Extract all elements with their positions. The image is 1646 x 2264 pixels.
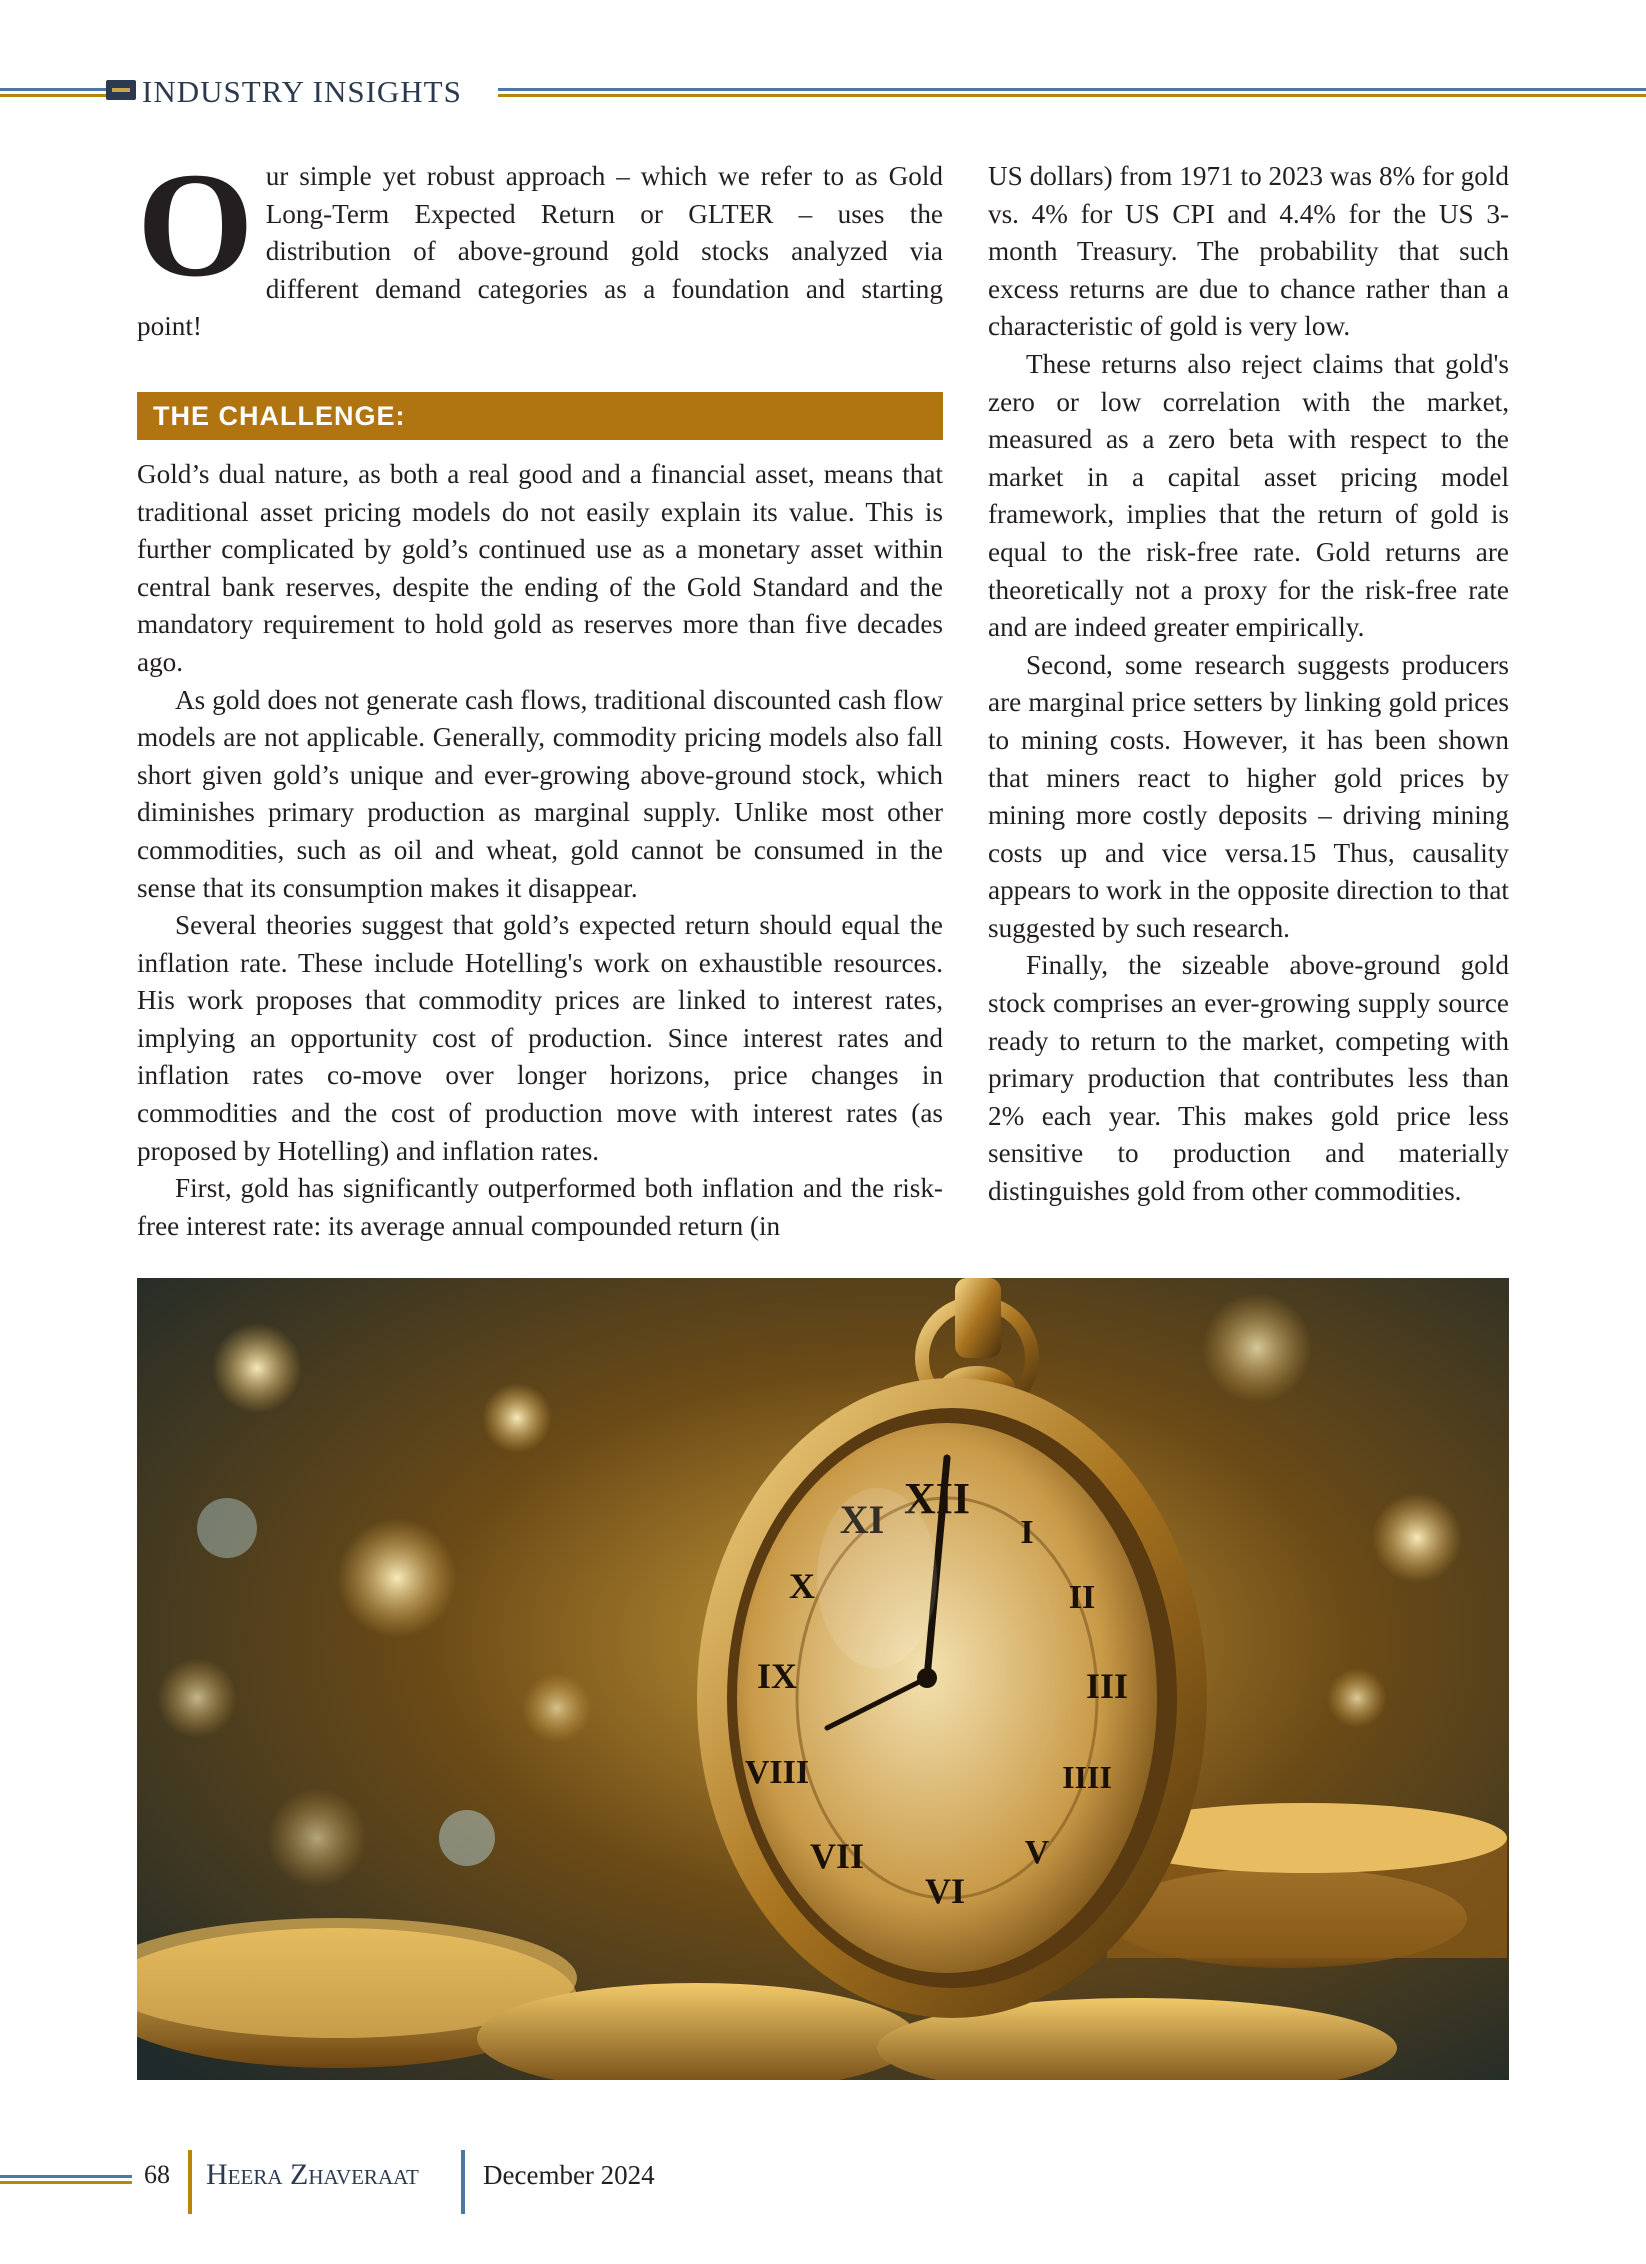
- intro-paragraph: [137, 142, 943, 346]
- clock-numeral: II: [1068, 1579, 1096, 1616]
- paragraph: US dollars) from 1971 to 2023 was 8% for gold vs. 4% for US CPI and 4.4% for the US 3-month Treasury. The probability that such excess returns are due to chance rather than a characteristic of gold is very low.: [988, 161, 1509, 342]
- article-column-left: [137, 142, 943, 1245]
- clock-numeral: X: [789, 1566, 815, 1606]
- paragraph: These returns also reject claims that gold's zero or low correlation with the market, measured as a zero beta with respect to the market in a capital asset pricing model framework, implies that the return of gold is equal to the risk-free rate. Gold returns are theoretically not a proxy for the risk-free rate and are indeed greater empirically.: [988, 348, 1509, 643]
- challenge-heading: THE CHALLENGE:: [137, 392, 943, 440]
- clock-numeral: VIII: [744, 1754, 810, 1791]
- clock-numeral: VI: [924, 1871, 966, 1911]
- header-rule-gold-left: [0, 94, 110, 97]
- clock-numeral: VII: [809, 1836, 865, 1876]
- dropcap-letter: O: [137, 142, 254, 308]
- clock-numeral: XI: [839, 1497, 885, 1542]
- footer-rule-blue: [0, 2175, 132, 2178]
- page-header: [0, 70, 1646, 110]
- section-title: INDUSTRY INSIGHTS: [142, 74, 462, 109]
- footer-rule-gold: [0, 2181, 132, 2184]
- clock-numeral: IX: [756, 1656, 798, 1696]
- header-rule-blue-right: [498, 88, 1646, 91]
- intro-text: ur simple yet robust approach – which we refer to as Gold Long-Term Expected Return or GLTER – uses the distribution of above-ground gold stocks analyzed via different demand categories as a foundation and starting point!: [137, 161, 943, 342]
- clock-numeral: III: [1085, 1666, 1129, 1706]
- issue-date: December 2024: [483, 2160, 655, 2190]
- paragraph: Second, some research suggests producers are marginal price setters by linking gold prices to mining costs. However, it has been shown that miners react to higher gold prices by mining more costly deposits – driving mining costs up and vice versa.15 Thus, causality appears to work in the opposite direction to that suggested by such research.: [988, 649, 1509, 943]
- paragraph: Gold’s dual nature, as both a real good and a financial asset, means that traditional asset pricing models do not easily explain its value. This is further complicated by gold’s continued use as a monetary asset within central bank reserves, despite the ending of the Gold Standard and the mandatory requirement to hold gold as reserves more than five decades ago.: [137, 458, 943, 677]
- header-rule-gold-right: [498, 94, 1646, 97]
- paragraph: Several theories suggest that gold’s expected return should equal the inflation rate. These include Hotelling's work on exhaustible resources. His work proposes that commodity prices are linked to interest rates, implying an opportunity cost of production. Since interest rates and inflation rates co-move over longer horizons, price changes in commodities and the cost of production move with interest rates (as proposed by Hotelling) and inflation rates.: [137, 910, 943, 1166]
- pocket-watch-illustration: [137, 1278, 1509, 2080]
- article-column-right: [988, 158, 1509, 1211]
- paragraph: First, gold has significantly outperformed both inflation and the risk-free interest rate: its average annual compounded return (in: [137, 1173, 943, 1241]
- clock-numeral: IIII: [1062, 1759, 1112, 1795]
- publication-name: Heera Zhaveraat: [206, 2158, 419, 2191]
- magazine-logo-icon: [106, 80, 136, 100]
- clock-numeral: V: [1024, 1834, 1050, 1871]
- page-number: 68: [144, 2160, 170, 2189]
- clock-numeral: XII: [903, 1474, 971, 1523]
- paragraph: As gold does not generate cash flows, traditional discounted cash flow models are not applicable. Generally, commodity pricing models also fall short given gold’s unique and ever-growing above-ground stock, which diminishes primary production as marginal supply. Unlike most other commodities, such as oil and wheat, gold cannot be consumed in the sense that its consumption makes it disappear.: [137, 684, 943, 903]
- footer-divider-gold: [188, 2150, 192, 2214]
- header-rule-blue-left: [0, 88, 110, 91]
- page-footer: [0, 2150, 1646, 2220]
- gold-pocket-watch-photo: [137, 1278, 1509, 2080]
- paragraph: Finally, the sizeable above-ground gold stock comprises an ever-growing supply source ready to return to the market, competing with primary production that contributes less than 2% each year. This makes gold price less sensitive to production and materially distinguishes gold from other commodities.: [988, 950, 1509, 1207]
- footer-divider-blue: [461, 2150, 465, 2214]
- clock-numeral: I: [1020, 1514, 1034, 1551]
